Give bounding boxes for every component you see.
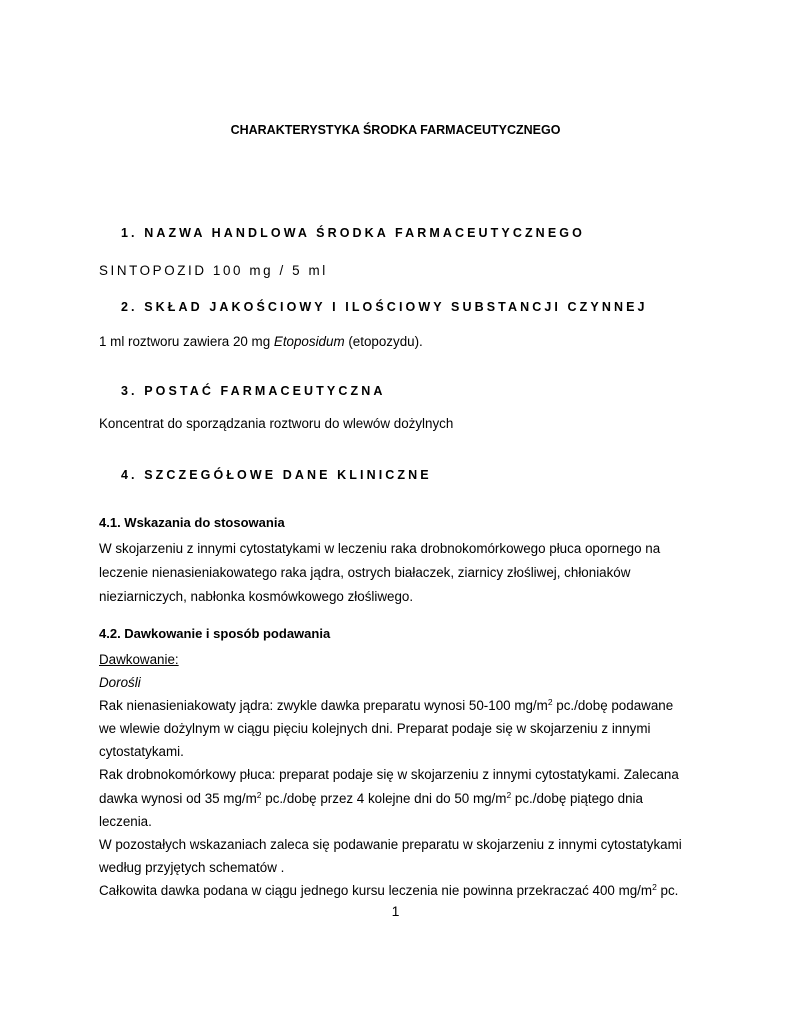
dosage-line: we wlewie dożylnym w ciągu pięciu kolejnych dni. Preparat podaje się w skojarzeniu z innymi: [99, 721, 651, 736]
indications-line: W skojarzeniu z innymi cytostatykami w leczeniu raka drobnokomórkowego płuca opornego na: [99, 541, 661, 556]
dosage-line: cytostatykami.: [99, 744, 184, 759]
dosage-text: pc./dobę piątego dnia: [511, 791, 643, 806]
dosage-line: leczenia.: [99, 814, 152, 829]
composition-suffix: (etopozydu).: [344, 334, 423, 349]
superscript: 2: [256, 790, 262, 800]
section-3-heading: 3. POSTAĆ FARMACEUTYCZNA: [121, 384, 386, 398]
subsection-4-1-heading: 4.1. Wskazania do stosowania: [99, 515, 285, 530]
dosage-text: pc./dobę przez 4 kolejne dni do 50 mg/m: [261, 791, 507, 806]
indications-line: nieziarniczych, nabłonka kosmówkowego złośliwego.: [99, 589, 414, 604]
superscript: 2: [652, 882, 657, 892]
dosage-line: W pozostałych wskazaniach zaleca się podawanie preparatu w skojarzeniu z innymi cytostatykami: [99, 837, 682, 852]
dosage-text: Rak nienasieniakowaty jądra: zwykle dawka preparatu wynosi 50-100 mg/m: [99, 698, 548, 713]
dosage-line: według przyjętych schematów .: [99, 860, 285, 875]
section-2-heading: 2. SKŁAD JAKOŚCIOWY I ILOŚCIOWY SUBSTANCJI CZYNNEJ: [121, 300, 648, 314]
indications-line: leczenie nienasieniakowatego raka jądra, ostrych białaczek, ziarnicy złośliwej, chłoniaków: [99, 565, 631, 580]
dosage-line: [99, 883, 678, 898]
pharmaceutical-form-text: Koncentrat do sporządzania roztworu do wlewów dożylnych: [99, 416, 454, 431]
product-name: SINTOPOZID 100 mg / 5 ml: [99, 263, 328, 278]
section-1-heading: 1. NAZWA HANDLOWA ŚRODKA FARMACEUTYCZNEGO: [121, 226, 585, 240]
composition-text: [99, 334, 423, 349]
superscript: 2: [506, 790, 512, 800]
composition-prefix: 1 ml roztworu zawiera 20 mg: [99, 334, 274, 349]
document-title: CHARAKTERYSTYKA ŚRODKA FARMACEUTYCZNEGO: [230, 123, 561, 137]
substance-name: Etoposidum: [273, 334, 345, 349]
dosage-text: pc.: [656, 883, 679, 898]
dosage-text: dawka wynosi od 35 mg/m: [99, 791, 257, 806]
dosage-line: [99, 698, 673, 713]
superscript: 2: [547, 697, 553, 707]
dosage-text: pc./dobę podawane: [552, 698, 674, 713]
subsection-4-2-heading: 4.2. Dawkowanie i sposób podawania: [99, 626, 331, 641]
adults-label: Dorośli: [99, 675, 141, 690]
section-4-heading: 4. SZCZEGÓŁOWE DANE KLINICZNE: [121, 468, 432, 482]
dosage-text: Całkowita dawka podana w ciągu jednego kursu leczenia nie powinna przekraczać 400 mg/m: [99, 883, 653, 898]
dosage-line: Rak drobnokomórkowy płuca: preparat podaje się w skojarzeniu z innymi cytostatykami. Zalecana: [99, 767, 679, 782]
page-number: 1: [391, 903, 400, 919]
dosage-label: Dawkowanie:: [99, 652, 179, 667]
dosage-line: [99, 791, 643, 806]
